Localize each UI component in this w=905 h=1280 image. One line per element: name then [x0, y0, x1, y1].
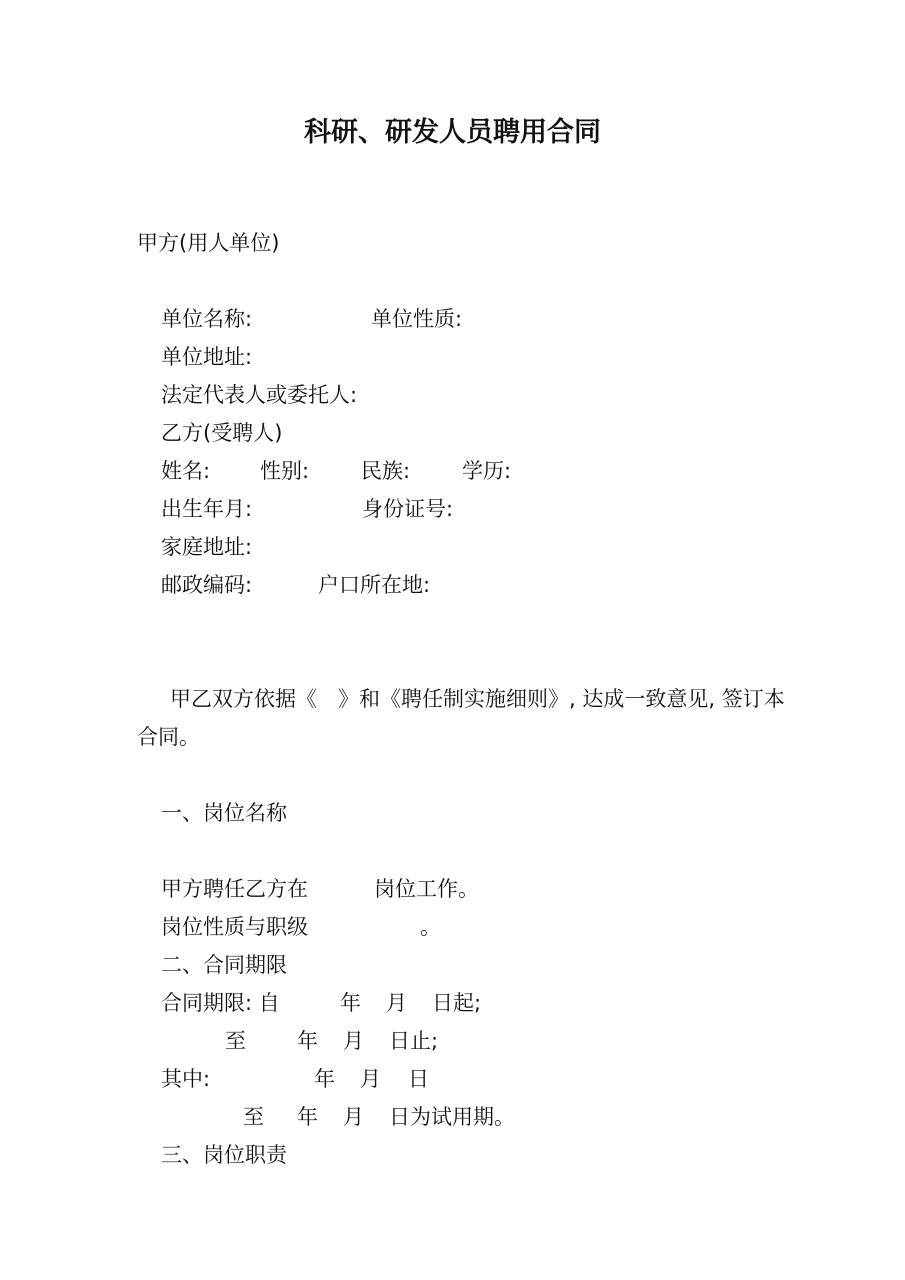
postcode-label: 邮政编码: — [161, 573, 253, 597]
probation-start-month: 月 — [360, 1067, 381, 1091]
section-1-heading: 一、岗位名称 — [161, 801, 287, 825]
gender-label: 性别: — [260, 459, 310, 483]
period-start-month: 月 — [386, 991, 407, 1015]
section-3-heading: 三、岗位职责 — [161, 1143, 287, 1167]
unit-name-label: 单位名称: — [161, 307, 253, 331]
legal-rep-label: 法定代表人或委托人: — [161, 383, 358, 407]
period-end-month: 月 — [343, 1029, 364, 1053]
probation-start-year: 年 — [314, 1067, 335, 1091]
period-end-day: 日止; — [389, 1029, 439, 1053]
probation-start-day: 日 — [408, 1067, 429, 1091]
party-b-heading: 乙方(受聘人) — [161, 421, 283, 445]
period-start-day: 日起; — [432, 991, 482, 1015]
education-label: 学历: — [462, 459, 512, 483]
section-2-heading: 二、合同期限 — [161, 953, 287, 977]
hukou-label: 户口所在地: — [318, 573, 431, 597]
period-end-year: 年 — [297, 1029, 318, 1053]
name-label: 姓名: — [161, 459, 211, 483]
period-start-year: 年 — [340, 991, 361, 1015]
position-nature-end: 。 — [420, 915, 441, 939]
position-nature-label: 岗位性质与职级 — [161, 915, 308, 939]
period-to: 至 — [225, 1029, 246, 1053]
preamble-line-1: 甲乙双方依据《 》和《聘任制实施细则》, 达成一致意见, 签订本 — [170, 687, 785, 711]
home-address-label: 家庭地址: — [161, 535, 253, 559]
probation-end-day: 日为试用期。 — [389, 1105, 515, 1129]
probation-to: 至 — [243, 1105, 264, 1129]
preamble-line-2: 合同。 — [137, 725, 200, 749]
position-line-end: 岗位工作。 — [374, 877, 479, 901]
period-label: 合同期限: 自 — [161, 991, 280, 1015]
probation-end-month: 月 — [343, 1105, 364, 1129]
unit-nature-label: 单位性质: — [371, 307, 463, 331]
among-label: 其中: — [161, 1067, 211, 1091]
document-title: 科研、研发人员聘用合同 — [304, 117, 601, 148]
id-number-label: 身份证号: — [362, 497, 454, 521]
position-line-start: 甲方聘任乙方在 — [161, 877, 308, 901]
probation-end-year: 年 — [297, 1105, 318, 1129]
birth-label: 出生年月: — [161, 497, 253, 521]
unit-address-label: 单位地址: — [161, 345, 253, 369]
party-a-heading: 甲方(用人单位) — [137, 231, 280, 255]
ethnicity-label: 民族: — [361, 459, 411, 483]
